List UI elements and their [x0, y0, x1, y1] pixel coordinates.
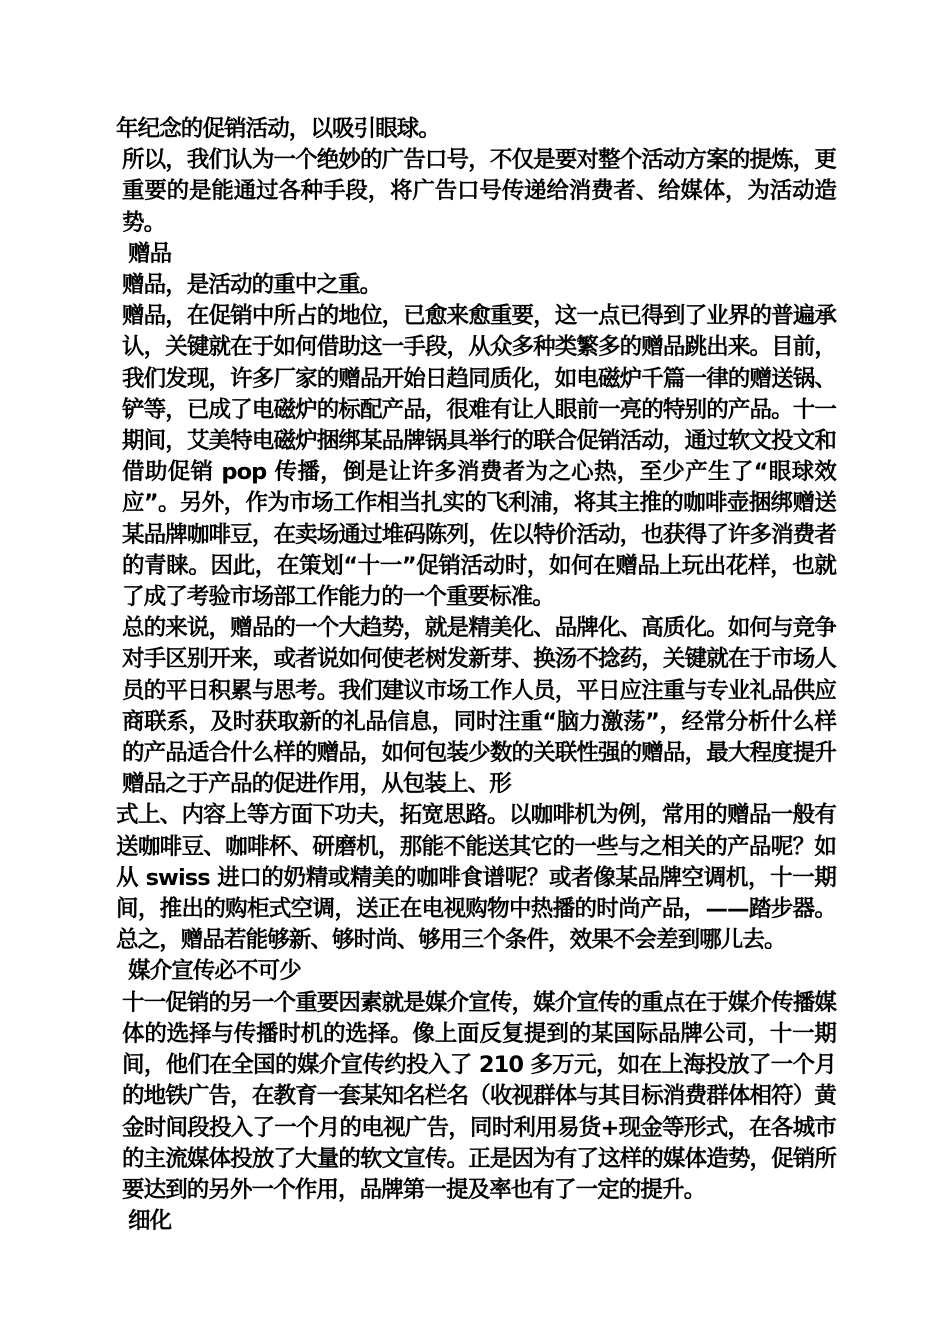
paragraph: 式上、内容上等方面下功夫，拓宽思路。以咖啡机为例，常用的赠品一般有送咖啡豆、咖啡杯、研磨机，那能不能送其它的一些与之相关的产品呢？如从 swiss 进口的奶精或精美的咖啡食谱呢？或者像某品牌空调机，十一期间，推出的购柜式空调，送正在电视购物中热播的时尚产品，——踏步器。总之，赠品若能够新、够时尚、够用三个条件，效果不会差到哪儿去。: [116, 802, 836, 954]
section-heading: 细化: [128, 1208, 172, 1235]
section-heading: 赠品: [128, 240, 172, 267]
paragraph: 总的来说，赠品的一个大趋势，就是精美化、品牌化、高质化。如何与竞争对手区别开来，或者说如何使老树发新芽、换汤不捻药，关键就在于市场人员的平日积累与思考。我们建议市场工作人员，平日应注重与专业礼品供应商联系，及时获取新的礼品信息，同时注重“脑力激荡”，经常分析什么样的产品适合什么样的赠品，如何包装少数的关联性强的赠品，最大程度提升赠品之于产品的促进作用，从包装上、形: [122, 615, 836, 798]
paragraph: 所以，我们认为一个绝妙的广告口号，不仅是要对整个活动方案的提炼，更重要的是能通过各种手段，将广告口号传递给消费者、给媒体，为活动造势。: [122, 147, 836, 236]
paragraph: 十一促销的另一个重要因素就是媒介宣传，媒介宣传的重点在于媒介传播媒体的选择与传播时机的选择。像上面反复提到的某国际品牌公司，十一期间，他们在全国的媒介宣传约投入了 210 多万元，如在上海投放了一个月的地铁广告，在教育一套某知名栏名（收视群体与其目标消费群体相符）黄金时间段投入了一个月的电视广告，同时利用易货+现金等形式，在各城市的主流媒体投放了大量的软文宣传。正是因为有了这样的媒体造势，促销所要达到的另外一个作用，品牌第一提及率也有了一定的提升。: [122, 989, 836, 1203]
paragraph: 赠品，在促销中所占的地位，已愈来愈重要，这一点已得到了业界的普遍承认，关键就在于如何借助这一手段，从众多种类繁多的赠品跳出来。目前，我们发现，许多厂家的赠品开始日趋同质化，如电磁炉千篇一律的赠送锅、铲等，已成了电磁炉的标配产品，很难有让人眼前一亮的特别的产品。十一期间，艾美特电磁炉捆绑某品牌锅具举行的联合促销活动，通过软文投文和借助促销 pop 传播，倒是让许多消费者为之心热，至少产生了“眼球效应”。另外，作为市场工作相当扎实的飞利浦，将其主推的咖啡壶捆绑赠送某品牌咖啡豆，在卖场通过堆码陈列，佐以特价活动，也获得了许多消费者的青睐。因此，在策划“十一”促销活动时，如何在赠品上玩出花样，也就了成了考验市场部工作能力的一个重要标准。: [122, 303, 836, 611]
paragraph: 赠品，是活动的重中之重。: [122, 272, 382, 299]
document-body: [116, 114, 836, 1237]
paragraph: 年纪念的促销活动，以吸引眼球。: [116, 116, 441, 142]
section-heading: 媒介宣传必不可少: [128, 958, 301, 985]
